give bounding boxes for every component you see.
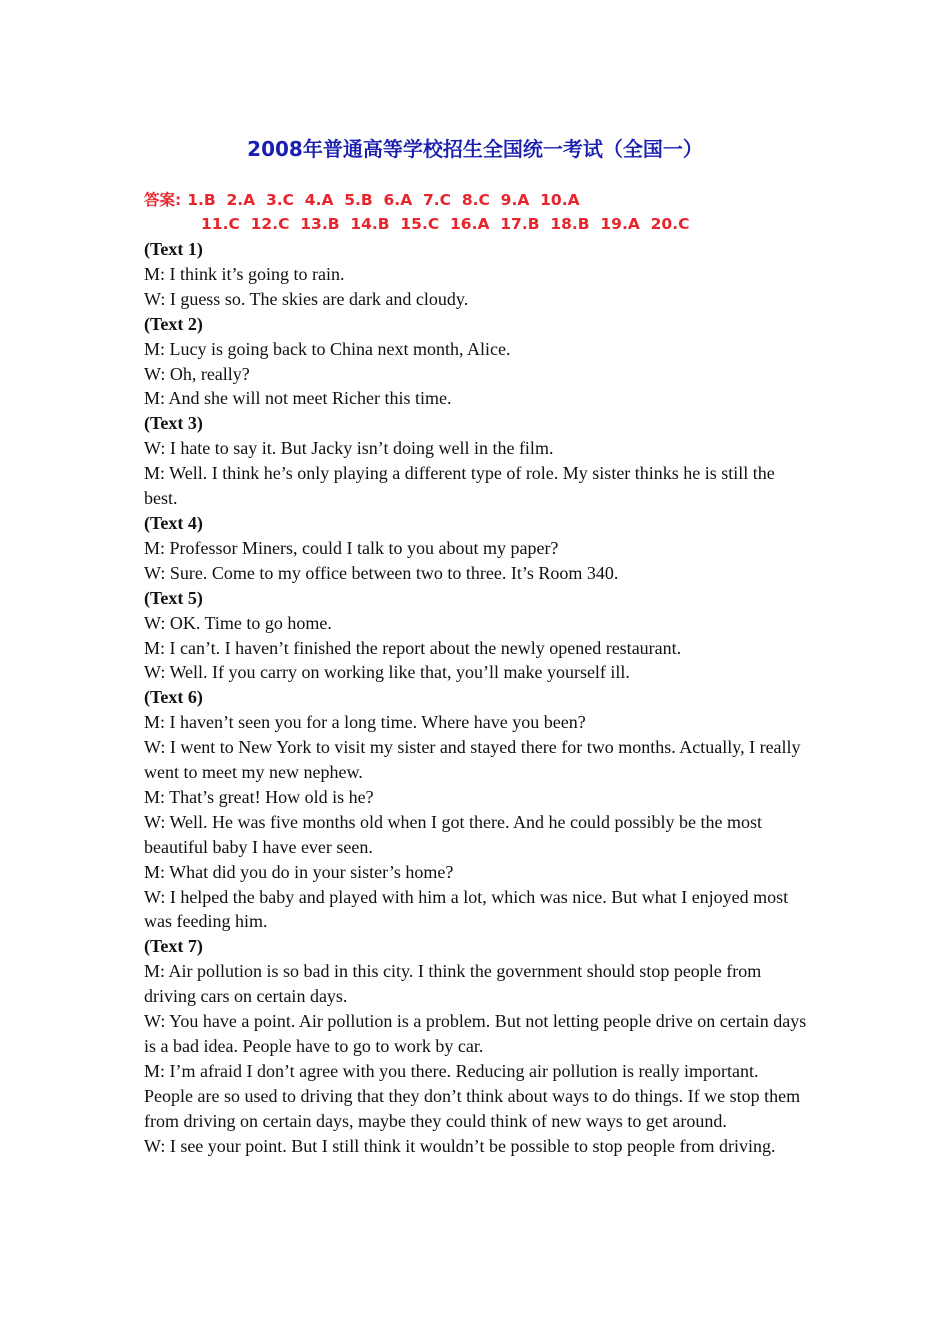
dialogue-line: M: That’s great! How old is he? bbox=[144, 786, 374, 807]
text-heading: (Text 6) bbox=[144, 687, 203, 708]
dialogue-line: M: Professor Miners, could I talk to you about my paper? bbox=[144, 537, 559, 558]
dialogue-line: M: I think it’s going to rain. bbox=[144, 263, 345, 284]
dialogue-line: M: I can’t. I haven’t finished the report about the newly opened restaurant. bbox=[144, 637, 682, 658]
dialogue-line: W: You have a point. Air pollution is a problem. But not letting people drive on certain days is a bad idea. People have to go to work by car. bbox=[144, 1011, 807, 1056]
dialogue-line: M: Air pollution is so bad in this city. I think the government should stop people from driving cars on certain days. bbox=[144, 961, 762, 1007]
dialogue-line: W: I went to New York to visit my sister and stayed there for two months. Actually, I really went to meet my new nephew. bbox=[144, 737, 801, 783]
text-heading: (Text 2) bbox=[144, 313, 203, 334]
text-heading: (Text 7) bbox=[144, 936, 203, 957]
answer-key-line-1 bbox=[144, 188, 824, 212]
dialogue-line: W: I hate to say it. But Jacky isn’t doing well in the film. bbox=[144, 438, 554, 459]
dialogue-line: M: I haven’t seen you for a long time. Where have you been? bbox=[144, 712, 586, 733]
dialogue-line: M: What did you do in your sister’s home? bbox=[144, 861, 454, 882]
dialogue-line: W: I see your point. But I still think it wouldn’t be possible to stop people from driving. bbox=[144, 1135, 776, 1156]
dialogue-line: W: Oh, really? bbox=[144, 363, 250, 384]
dialogue-line: W: I helped the baby and played with him a lot, which was nice. But what I enjoyed most was feeding him. bbox=[144, 886, 789, 932]
dialogue-line: W: Sure. Come to my office between two to three. It’s Room 340. bbox=[144, 562, 619, 583]
answer-key-line-2 bbox=[144, 212, 824, 236]
text-heading: (Text 1) bbox=[144, 239, 203, 259]
text-heading: (Text 5) bbox=[144, 587, 203, 608]
answer-key bbox=[144, 188, 824, 236]
dialogue-line: M: Well. I think he’s only playing a different type of role. My sister thinks he is still the best. bbox=[144, 463, 775, 509]
text-heading: (Text 4) bbox=[144, 512, 203, 533]
transcript-body bbox=[144, 237, 809, 1159]
dialogue-line: W: OK. Time to go home. bbox=[144, 612, 332, 633]
dialogue-line: W: I guess so. The skies are dark and cloudy. bbox=[144, 288, 469, 309]
dialogue-line: W: Well. If you carry on working like that, you’ll make yourself ill. bbox=[144, 662, 630, 683]
answers-line-2: 11.C 12.C 13.B 14.B 15.C 16.A 17.B 18.B 19.A 20.C bbox=[201, 215, 690, 233]
answer-label: 答案: bbox=[144, 191, 182, 209]
dialogue-line: M: Lucy is going back to China next month, Alice. bbox=[144, 338, 511, 359]
dialogue-line: W: Well. He was five months old when I got there. And he could possibly be the most beautiful baby I have ever seen. bbox=[144, 811, 762, 857]
dialogue-line: M: And she will not meet Richer this time. bbox=[144, 388, 452, 409]
document-title: 2008年普通高等学校招生全国统一考试（全国一） bbox=[247, 137, 703, 161]
dialogue-line: M: I’m afraid I don’t agree with you there. Reducing air pollution is really important. People are so used to driving that they don’t think about ways to do things. If we stop them from driving on certain days, maybe they could think of new ways to get around. bbox=[144, 1060, 801, 1131]
answers-line-1: 1.B 2.A 3.C 4.A 5.B 6.A 7.C 8.C 9.A 10.A bbox=[187, 191, 580, 209]
text-heading: (Text 3) bbox=[144, 413, 203, 434]
